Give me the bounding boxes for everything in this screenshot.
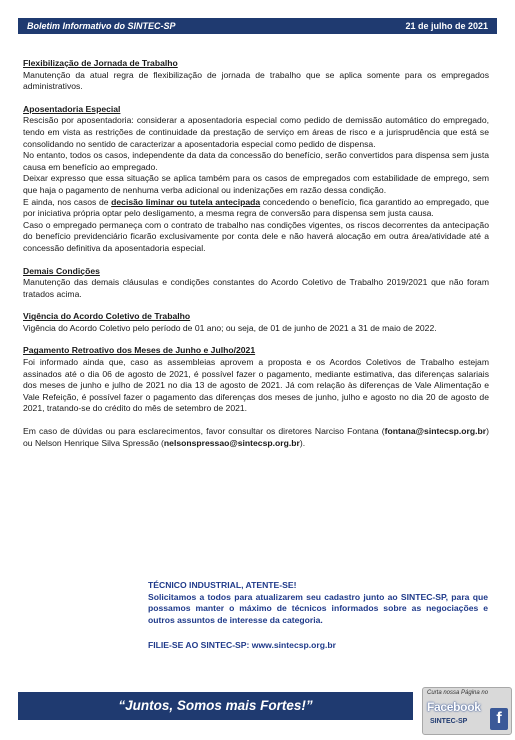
text-run: E ainda, nos casos de — [23, 196, 112, 207]
text-run: ). — [299, 437, 306, 448]
section-title: Vigência do Acordo Coletivo de Trabalho — [23, 311, 191, 322]
text-run: concedendo o benefício, fica garantido ao empregado, que por iniciativa própria optar pelo desligamento, a mesma regra de conversão para dispensa sem justa causa. — [23, 196, 489, 219]
document-body — [23, 58, 489, 460]
notice-box — [148, 580, 488, 652]
section-text: Vigência do Acordo Coletivo pelo período de 01 ano; ou seja, de 01 de junho de 2021 a 31 de maio de 2022. — [23, 322, 437, 333]
section-title: Demais Condições — [23, 265, 100, 276]
section-pagamento-retroativo — [23, 345, 489, 415]
facebook-badge-org: SINTEC-SP — [430, 718, 468, 725]
facebook-wordmark: Facebook — [427, 700, 481, 714]
section-title: Aposentadoria Especial — [23, 103, 121, 114]
facebook-badge[interactable] — [422, 687, 512, 735]
bulletin-date: 21 de julho de 2021 — [405, 21, 488, 31]
section-flexibilizacao — [23, 58, 489, 93]
section-text: Manutenção das demais cláusulas e condições constantes do Acordo Coletivo de Trabalho 2019/2021 que não foram tratados acima. — [23, 277, 489, 299]
emphasis-text: decisão liminar ou tutela antecipada — [111, 196, 261, 207]
section-vigencia — [23, 311, 489, 334]
email-nelson[interactable]: nelsonspressao@sintecsp.org.br — [163, 437, 300, 448]
paragraph: Deixar expresso que essa situação se aplica também para os casos de empregados com estabilidade de emprego, sem que haja o pagamento de nenhuma verba adicional ou indenizações em razão dessa condição. — [23, 173, 489, 195]
bulletin-title: Boletim Informativo do SINTEC-SP — [27, 21, 176, 31]
section-text: Foi informado ainda que, caso as assembleias aprovem a proposta e os Acordos Coletivos de Trabalho estejam assinados até o dia 06 de agosto de 2021, é possível fazer o pagamento, mediante estimativa, das diferenças salariais dos meses de junho e julho de 2021 no dia 13 de agosto de 2021. Já com relação às diferenças de Vale Alimentação e Vale Refeição, é possível fazer o pagamento das diferenças dos meses de junho, julho e agosto no dia 20 de agosto de 2021, tratando-se do crédito do mês de setembro de 2021. — [23, 357, 489, 414]
section-title: Flexibilização de Jornada de Trabalho — [23, 58, 178, 68]
section-contato — [23, 426, 489, 449]
paragraph: Caso o empregado permaneça com o contrato de trabalho nas condições vigentes, os riscos decorrentes da antecipação do benefício previdenciário ficarão exclusivamente por conta dele e não haverá alocação em outra área/atividade até a concessão definitiva da aposentadoria especial. — [23, 219, 489, 253]
facebook-f-icon: f — [490, 708, 508, 730]
section-demais-condicoes — [23, 266, 489, 301]
email-fontana[interactable]: fontana@sintecsp.org.br — [384, 426, 487, 437]
contact-paragraph — [23, 426, 489, 449]
paragraph: Rescisão por aposentadoria: considerar a aposentadoria especial como pedido de demissão automático do empregado, tendo em vista as restrições de continuidade da prestação de serviço em áreas de risco e a jurisprudência que está se consolidando no sentido de caracterizar a aposentadoria especial como pedido de dispensa. — [23, 115, 489, 149]
paragraph — [23, 197, 489, 220]
section-title: Pagamento Retroativo dos Meses de Junho e Julho/2021 — [23, 345, 256, 356]
slogan-text: “Juntos, Somos mais Fortes!” — [118, 698, 313, 713]
section-aposentadoria — [23, 104, 489, 255]
paragraph: No entanto, todos os casos, independente da data da concessão do benefício, serão convertidos para dispensa sem justa causa em benefício ao empregado. — [23, 150, 489, 172]
notice-text: Solicitamos a todos para atualizarem seu cadastro junto ao SINTEC-SP, para que possamos manter o máximo de técnicos informados sobre as negociações e outros assuntos de interesse da categoria. — [148, 591, 488, 625]
text-run: Em caso de dúvidas ou para esclarecimentos, favor consultar os diretores Narciso Fontana ( — [23, 426, 385, 437]
facebook-badge-caption: Curta nossa Página no — [427, 690, 489, 696]
text-run: ) ou Nelson Henrique Silva Spressão ( — [23, 426, 489, 448]
notice-title: TÉCNICO INDUSTRIAL, ATENTE-SE! — [148, 580, 297, 590]
section-text: Manutenção da atual regra de flexibilização de jornada de trabalho que se aplica somente para os empregados administrativos. — [23, 69, 489, 92]
page-header — [18, 18, 497, 34]
footer-slogan-bar — [18, 692, 413, 720]
filie-link[interactable]: FILIE-SE AO SINTEC-SP: www.sintecsp.org.br — [148, 640, 336, 651]
